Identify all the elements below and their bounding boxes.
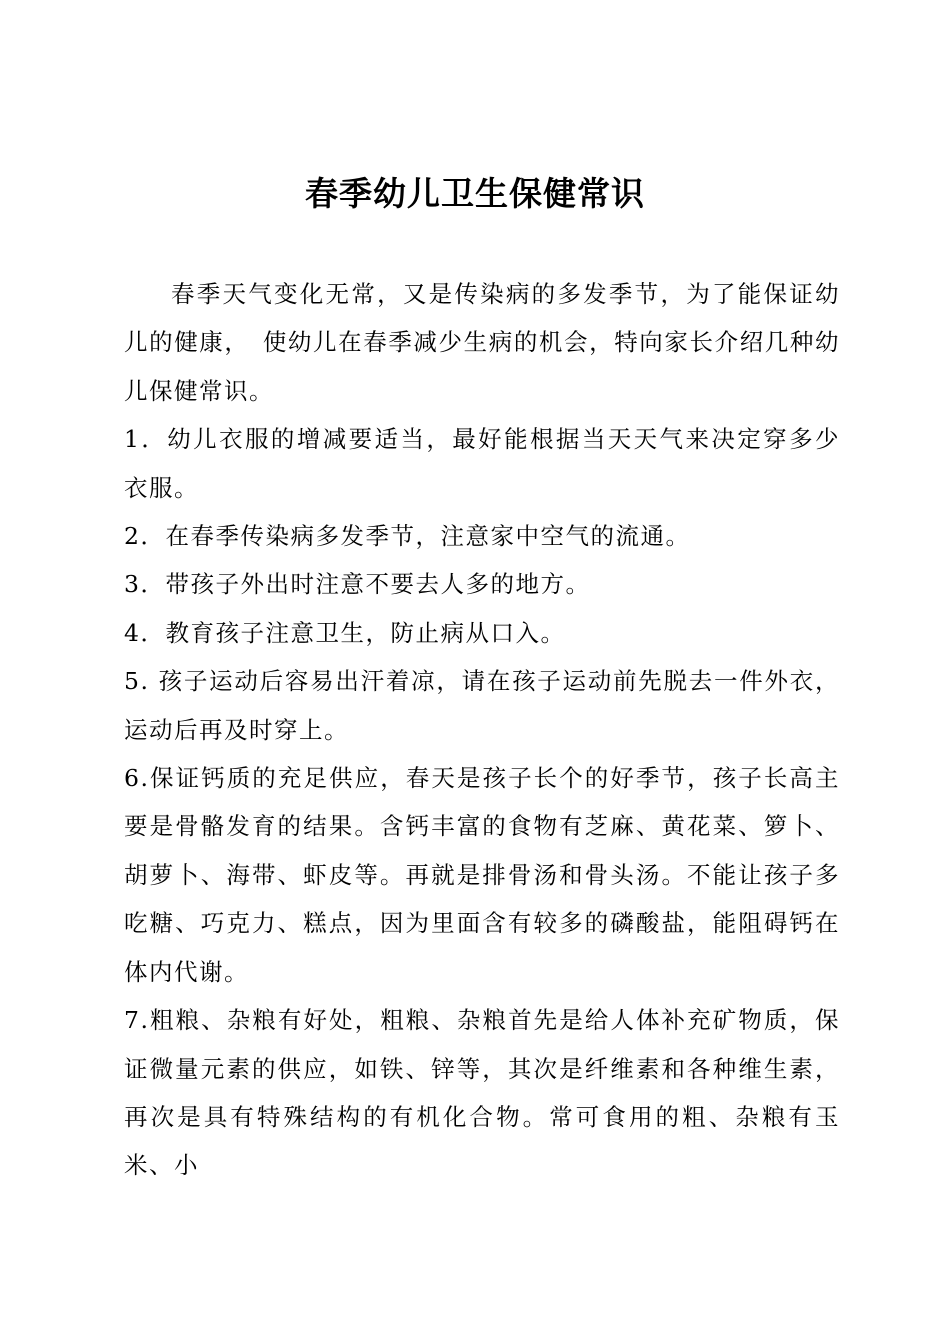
list-item-5: 5. 孩子运动后容易出汗着凉，请在孩子运动前先脱去一件外衣，运动后再及时穿上。 — [124, 667, 840, 744]
document-title: 春季幼儿卫生保健常识 — [305, 174, 645, 213]
document-body — [124, 270, 840, 1190]
list-item-3: 3．带孩子外出时注意不要去人多的地方。 — [124, 570, 591, 599]
list-item-4: 4．教育孩子注意卫生，防止病从口入。 — [124, 618, 566, 647]
list-item-6: 6.保证钙质的充足供应，春天是孩子长个的好季节，孩子长高主要是骨骼发育的结果。含钙丰富的食物有芝麻、黄花菜、箩卜、胡萝卜、海带、虾皮等。再就是排骨汤和骨头汤。不能让孩子多吃糖、巧克力、糕点，因为里面含有较多的磷酸盐，能阻碍钙在体内代谢。 — [124, 764, 840, 986]
list-item-1: 1．幼儿衣服的增减要适当，最好能根据当天天气来决定穿多少衣服。 — [124, 425, 840, 502]
list-item-2: 2．在春季传染病多发季节，注意家中空气的流通。 — [124, 522, 691, 551]
list-item-7: 7.粗粮、杂粮有好处，粗粮、杂粮首先是给人体补充矿物质，保证微量元素的供应，如铁、锌等，其次是纤维素和各种维生素，再次是具有特殊结构的有机化合物。常可食用的粗、杂粮有玉米、小 — [124, 1006, 840, 1180]
intro-paragraph: 春季天气变化无常，又是传染病的多发季节，为了能保证幼儿的健康， 使幼儿在春季减少生病的机会，特向家长介绍几种幼儿保健常识。 — [124, 280, 840, 405]
